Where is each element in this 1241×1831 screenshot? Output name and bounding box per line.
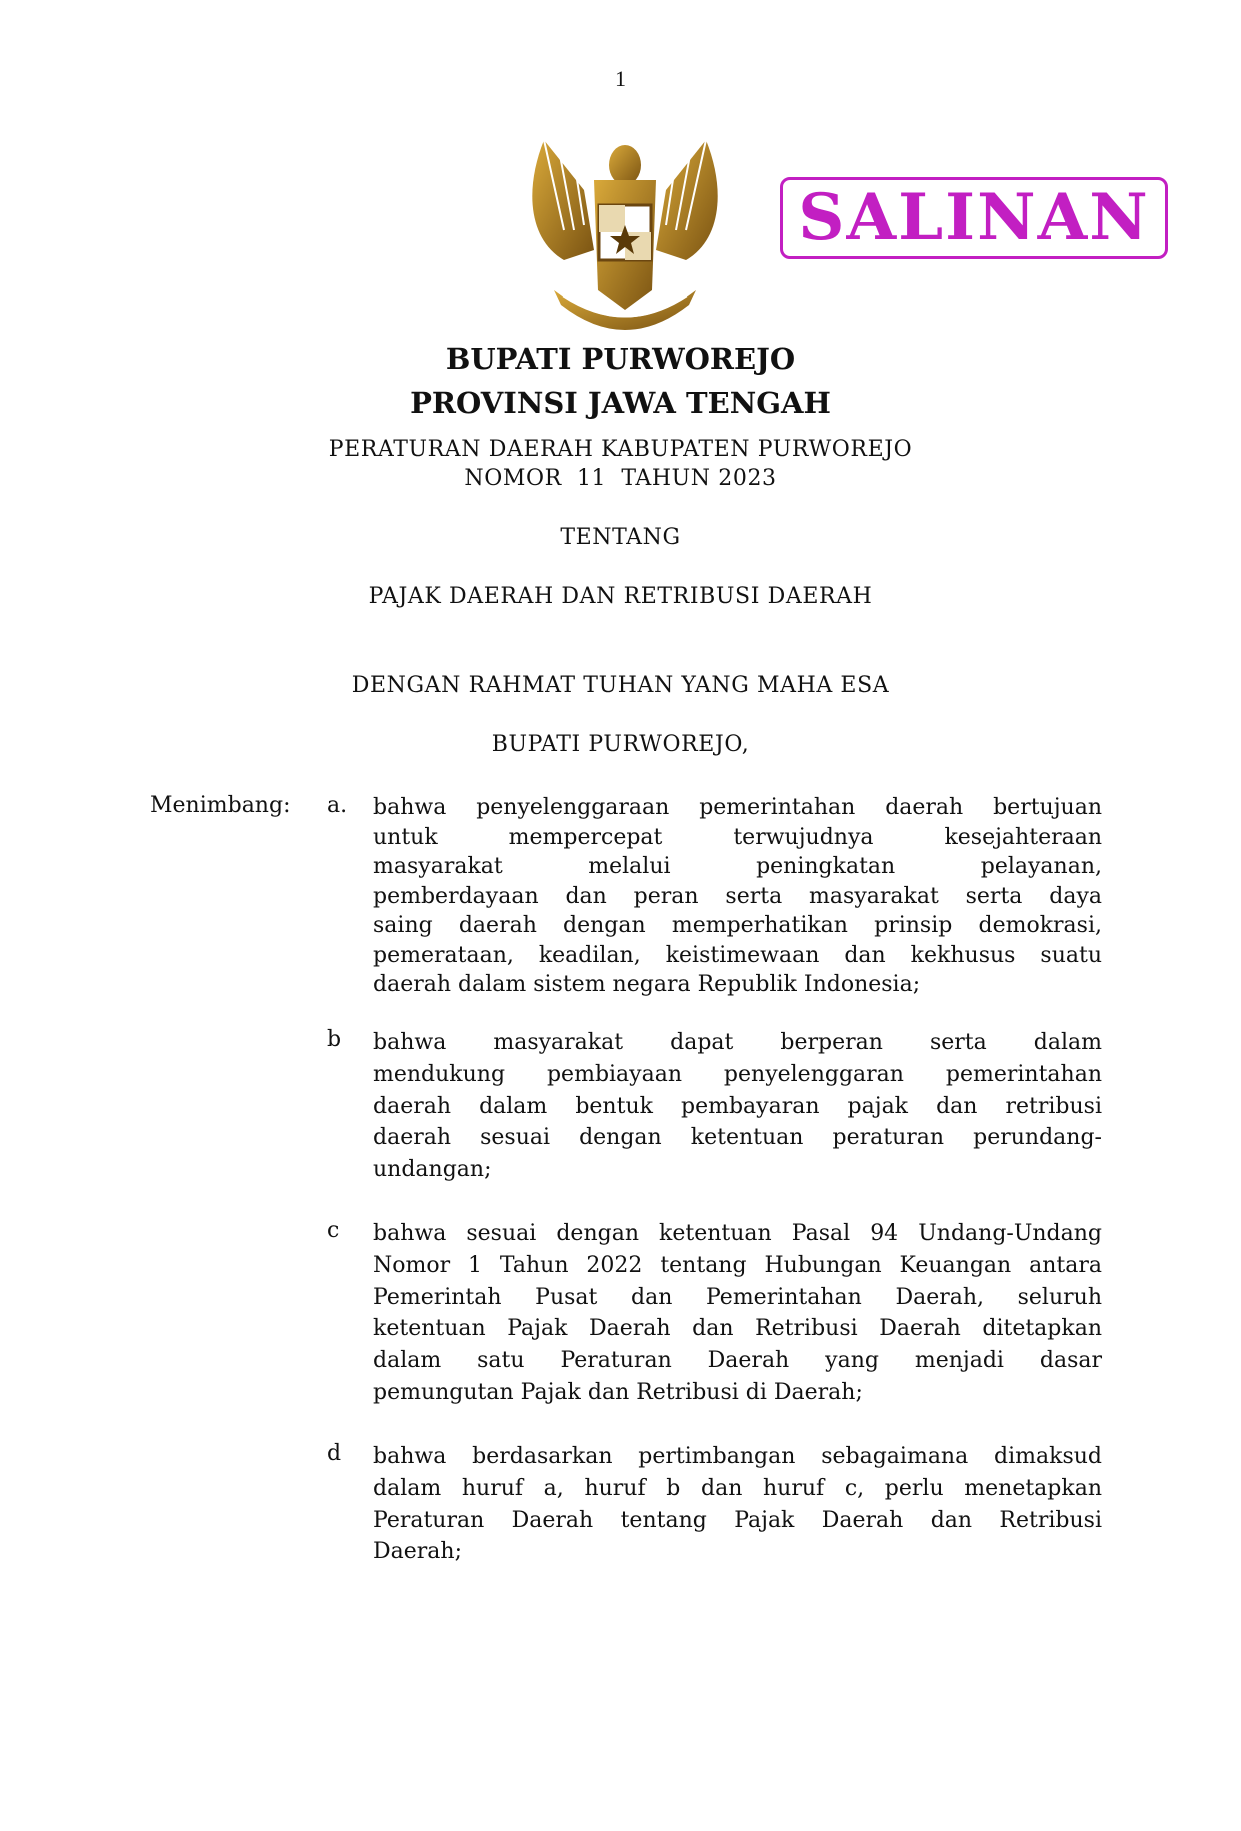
text-line: daerah dalam bentuk pembayaran pajak dan retribusi [373, 1093, 1102, 1119]
text-line: bahwa sesuai dengan ketentuan Pasal 94 Undang-Undang [373, 1221, 1102, 1246]
consideration-b [373, 1027, 1102, 1186]
salinan-stamp: SALINAN [780, 177, 1168, 259]
text-line: daerah dalam sistem negara Republik Indonesia; [373, 972, 921, 997]
text-line: Pemerintah Pusat dan Pemerintahan Daerah, seluruh [373, 1284, 1102, 1310]
text-line: Daerah; [373, 1539, 462, 1565]
page-number: 1 [615, 66, 626, 91]
consideration-d [373, 1441, 1102, 1568]
authority-line: BUPATI PURWOREJO, [491, 732, 750, 757]
text-line: Peraturan Daerah tentang Pajak Daerah dan Retribusi [373, 1507, 1102, 1533]
text-line: pemberdayaan dan peran serta masyarakat serta daya [373, 883, 1102, 909]
consideration-a [373, 793, 1102, 1000]
text-line: pemungutan Pajak dan Retribusi di Daerah; [373, 1379, 863, 1405]
menimbang-label: Menimbang: [150, 793, 291, 818]
item-letter-a: a. [327, 793, 348, 818]
text-line: masyarakat melalui peningkatan pelayanan, [373, 854, 1102, 879]
text-line: Nomor 1 Tahun 2022 tentang Hubungan Keuangan antara [373, 1252, 1102, 1278]
text-line: mendukung pembiayaan penyelenggaran pemerintahan [373, 1061, 1102, 1087]
item-letter-c: c [327, 1218, 340, 1243]
garuda-emblem-icon [524, 130, 726, 338]
text-line: daerah sesuai dengan ketentuan peraturan perundang- [373, 1125, 1102, 1151]
about-label: TENTANG [560, 525, 681, 550]
regulation-subject: PAJAK DAERAH DAN RETRIBUSI DAERAH [368, 584, 873, 609]
text-line: dalam satu Peraturan Daerah yang menjadi dasar [373, 1348, 1102, 1374]
text-line: dalam huruf a, huruf b dan huruf c, perlu menetapkan [373, 1475, 1102, 1501]
regulation-number: NOMOR 11 TAHUN 2023 [464, 466, 777, 491]
regent-title: BUPATI PURWOREJO [445, 342, 796, 376]
province-title: PROVINSI JAWA TENGAH [410, 386, 831, 420]
consideration-c [373, 1218, 1102, 1409]
blessing-line: DENGAN RAHMAT TUHAN YANG MAHA ESA [351, 673, 890, 698]
text-line: bahwa masyarakat dapat berperan serta dalam [373, 1030, 1102, 1055]
text-line: saing daerah dengan memperhatikan prinsip demokrasi, [373, 913, 1102, 938]
regulation-title: PERATURAN DAERAH KABUPATEN PURWOREJO [328, 437, 913, 462]
text-line: pemerataan, keadilan, keistimewaan dan kekhusus suatu [373, 942, 1102, 968]
text-line: bahwa berdasarkan pertimbangan sebagaimana dimaksud [373, 1444, 1102, 1469]
text-line: undangan; [373, 1157, 492, 1183]
text-line: bahwa penyelenggaraan pemerintahan daerah bertujuan [373, 795, 1102, 820]
text-line: untuk mempercepat terwujudnya kesejahteraan [373, 824, 1102, 850]
item-letter-b: b [327, 1027, 342, 1052]
text-line: ketentuan Pajak Daerah dan Retribusi Daerah ditetapkan [373, 1316, 1102, 1342]
item-letter-d: d [327, 1441, 342, 1466]
